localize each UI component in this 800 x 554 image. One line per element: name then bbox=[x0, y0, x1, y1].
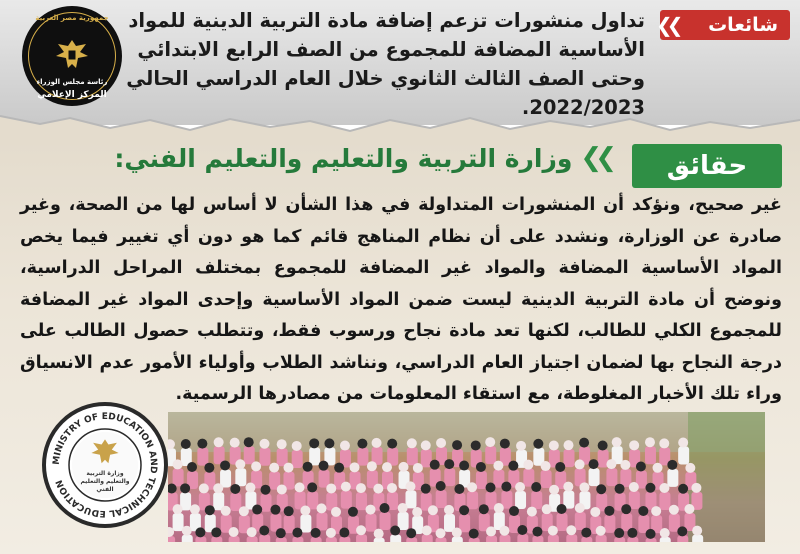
student-head bbox=[485, 437, 495, 447]
student-head bbox=[244, 437, 254, 447]
student-head bbox=[638, 506, 648, 516]
student-head bbox=[575, 503, 585, 513]
student-head bbox=[319, 461, 329, 471]
student-head bbox=[390, 526, 400, 536]
student-head bbox=[523, 460, 533, 470]
student-head bbox=[307, 482, 317, 492]
student-head bbox=[692, 526, 702, 536]
student-head bbox=[367, 461, 377, 471]
student-head bbox=[331, 507, 341, 517]
student-head bbox=[659, 438, 669, 448]
student-figure bbox=[485, 446, 496, 464]
student-figure bbox=[366, 514, 377, 532]
student-head bbox=[173, 459, 183, 469]
student-head bbox=[276, 528, 286, 538]
student-head bbox=[303, 462, 313, 472]
student-head bbox=[541, 461, 551, 471]
student-figure bbox=[645, 446, 656, 464]
student-head bbox=[413, 463, 423, 473]
student-head bbox=[667, 460, 677, 470]
ministry-seal bbox=[42, 402, 168, 528]
student-head bbox=[324, 438, 334, 448]
student-head bbox=[407, 438, 417, 448]
student-head bbox=[590, 507, 600, 517]
student-head bbox=[295, 482, 305, 492]
student-figure bbox=[390, 535, 401, 542]
media-center-seal bbox=[22, 6, 122, 106]
student-head bbox=[261, 485, 271, 495]
student-head bbox=[190, 504, 200, 514]
student-head bbox=[516, 441, 526, 451]
student-head bbox=[645, 483, 655, 493]
students-crowd-image bbox=[168, 412, 765, 542]
student-head bbox=[387, 439, 397, 449]
student-head bbox=[373, 484, 383, 494]
student-head bbox=[199, 483, 209, 493]
student-head bbox=[221, 506, 231, 516]
student-head bbox=[366, 505, 376, 515]
student-head bbox=[334, 463, 344, 473]
student-figure bbox=[531, 491, 542, 509]
student-head bbox=[564, 440, 574, 450]
student-figure bbox=[564, 449, 575, 467]
student-head bbox=[532, 527, 542, 537]
student-head bbox=[459, 505, 469, 515]
student-figure bbox=[517, 534, 528, 542]
student-figure bbox=[405, 490, 416, 508]
student-head bbox=[651, 506, 661, 516]
student-head bbox=[467, 482, 477, 492]
student-head bbox=[251, 461, 261, 471]
student-head bbox=[195, 527, 205, 537]
student-figure bbox=[357, 448, 368, 466]
student-figure bbox=[486, 535, 497, 542]
double-chevron-icon: ❮❮ bbox=[656, 13, 678, 37]
student-figure bbox=[548, 535, 559, 542]
student-head bbox=[555, 462, 565, 472]
rumor-tag bbox=[656, 10, 790, 40]
student-head bbox=[421, 440, 431, 450]
student-head bbox=[459, 461, 469, 471]
student-head bbox=[405, 481, 415, 491]
student-figure bbox=[309, 447, 320, 465]
student-head bbox=[292, 441, 302, 451]
student-figure bbox=[407, 447, 418, 465]
student-head bbox=[245, 483, 255, 493]
student-figure bbox=[692, 535, 703, 542]
student-head bbox=[557, 504, 567, 514]
student-head bbox=[563, 482, 573, 492]
student-head bbox=[542, 504, 552, 514]
seal-arabic-text: وزارة التربية والتعليم والتعليم الفني bbox=[80, 470, 130, 493]
student-head bbox=[517, 525, 527, 535]
seal-text-top: جمهورية مصر العربية bbox=[35, 14, 109, 22]
student-head bbox=[653, 463, 663, 473]
student-head bbox=[259, 525, 269, 535]
student-head bbox=[230, 484, 240, 494]
student-head bbox=[454, 484, 464, 494]
student-head bbox=[515, 482, 525, 492]
student-head bbox=[283, 463, 293, 473]
student-figure bbox=[292, 450, 303, 468]
student-figure bbox=[541, 470, 552, 488]
student-head bbox=[444, 505, 454, 515]
student-head bbox=[436, 481, 446, 491]
student-head bbox=[211, 527, 221, 537]
student-head bbox=[372, 438, 382, 448]
student-head bbox=[284, 506, 294, 516]
student-head bbox=[621, 504, 631, 514]
student-head bbox=[444, 459, 454, 469]
student-head bbox=[357, 439, 367, 449]
student-head bbox=[615, 484, 625, 494]
facts-tag bbox=[632, 144, 782, 188]
student-head bbox=[398, 503, 408, 513]
student-figure bbox=[589, 468, 600, 486]
student-figure bbox=[398, 512, 409, 530]
student-head bbox=[311, 528, 321, 538]
student-head bbox=[549, 440, 559, 450]
student-figure bbox=[307, 491, 318, 509]
student-head bbox=[499, 526, 509, 536]
student-head bbox=[627, 528, 637, 538]
student-figure bbox=[259, 448, 270, 466]
student-head bbox=[669, 505, 679, 515]
student-head bbox=[501, 482, 511, 492]
student-head bbox=[229, 527, 239, 537]
student-head bbox=[204, 463, 214, 473]
student-head bbox=[527, 507, 537, 517]
student-head bbox=[269, 463, 279, 473]
student-figure bbox=[629, 491, 640, 509]
student-head bbox=[197, 439, 207, 449]
student-head bbox=[606, 459, 616, 469]
student-figure bbox=[677, 535, 688, 542]
student-head bbox=[493, 461, 503, 471]
student-head bbox=[486, 526, 496, 536]
student-figure bbox=[182, 535, 193, 542]
student-head bbox=[182, 526, 192, 536]
ministry-heading-text: وزارة التربية والتعليم والتعليم الفني: bbox=[114, 143, 573, 173]
student-head bbox=[548, 526, 558, 536]
student-head bbox=[350, 462, 360, 472]
student-figure bbox=[467, 491, 478, 509]
student-head bbox=[180, 483, 190, 493]
student-head bbox=[356, 525, 366, 535]
student-head bbox=[173, 504, 183, 514]
students-photo bbox=[168, 412, 765, 542]
student-head bbox=[629, 482, 639, 492]
student-head bbox=[645, 437, 655, 447]
student-head bbox=[531, 482, 541, 492]
student-head bbox=[452, 527, 462, 537]
student-figure bbox=[444, 468, 455, 486]
student-head bbox=[659, 483, 669, 493]
student-figure bbox=[476, 471, 487, 489]
student-head bbox=[380, 503, 390, 513]
student-head bbox=[500, 439, 510, 449]
student-head bbox=[300, 506, 310, 516]
student-figure bbox=[575, 512, 586, 530]
student-head bbox=[399, 462, 409, 472]
student-head bbox=[596, 526, 606, 536]
student-head bbox=[277, 484, 287, 494]
student-head bbox=[436, 528, 446, 538]
student-head bbox=[213, 483, 223, 493]
student-head bbox=[452, 440, 462, 450]
student-head bbox=[579, 438, 589, 448]
student-figure bbox=[422, 534, 433, 542]
student-head bbox=[494, 503, 504, 513]
seal-ring-text: MINISTRY OF EDUCATION AND TECHNICAL EDUCATION bbox=[51, 411, 159, 519]
student-figure bbox=[341, 491, 352, 509]
student-figure bbox=[235, 468, 246, 486]
student-figure bbox=[356, 492, 367, 510]
rumor-label: شائعات bbox=[708, 14, 778, 36]
student-head bbox=[685, 463, 695, 473]
student-head bbox=[677, 526, 687, 536]
student-head bbox=[646, 529, 656, 539]
student-head bbox=[598, 440, 608, 450]
student-head bbox=[247, 527, 257, 537]
student-figure bbox=[300, 515, 311, 533]
student-figure bbox=[678, 447, 689, 465]
student-head bbox=[339, 528, 349, 538]
student-figure bbox=[499, 535, 510, 542]
student-head bbox=[406, 528, 416, 538]
student-head bbox=[259, 439, 269, 449]
student-figure bbox=[604, 515, 615, 533]
student-head bbox=[309, 438, 319, 448]
student-figure bbox=[557, 513, 568, 531]
rumor-headline: تداول منشورات تزعم إضافة مادة التربية الدينية للمواد الأساسية المضافة للمجموع من الصف الرابع الابتدائي وحتى الصف الثالث الثانوي خلال العام الدراسي الحالي 2022/2023. bbox=[126, 9, 645, 119]
student-figure bbox=[356, 534, 367, 542]
student-figure bbox=[436, 490, 447, 508]
student-head bbox=[326, 483, 336, 493]
double-chevron-icon: ❯❯ bbox=[580, 143, 610, 173]
student-head bbox=[589, 459, 599, 469]
student-head bbox=[181, 439, 191, 449]
student-head bbox=[356, 483, 366, 493]
student-head bbox=[382, 462, 392, 472]
student-head bbox=[469, 529, 479, 539]
seal-text-mid: رئاسة مجلس الوزراء bbox=[36, 78, 108, 86]
student-figure bbox=[596, 535, 607, 542]
student-head bbox=[684, 504, 694, 514]
student-figure bbox=[173, 513, 184, 531]
student-head bbox=[317, 503, 327, 513]
student-head bbox=[479, 504, 489, 514]
ministry-heading bbox=[114, 143, 610, 173]
student-head bbox=[678, 438, 688, 448]
student-head bbox=[428, 505, 438, 515]
student-figure bbox=[197, 448, 208, 466]
student-figure bbox=[566, 534, 577, 542]
student-head bbox=[604, 506, 614, 516]
student-head bbox=[566, 525, 576, 535]
student-head bbox=[691, 483, 701, 493]
student-head bbox=[374, 529, 384, 539]
student-head bbox=[678, 484, 688, 494]
eagle-emblem-icon bbox=[88, 436, 122, 470]
student-head bbox=[412, 507, 422, 517]
student-head bbox=[270, 505, 280, 515]
student-head bbox=[341, 482, 351, 492]
student-head bbox=[235, 459, 245, 469]
student-head bbox=[508, 461, 518, 471]
student-figure bbox=[659, 492, 670, 510]
student-head bbox=[509, 506, 519, 516]
student-head bbox=[348, 507, 358, 517]
student-head bbox=[421, 484, 431, 494]
student-head bbox=[476, 462, 486, 472]
student-head bbox=[205, 505, 215, 515]
student-head bbox=[549, 485, 559, 495]
student-head bbox=[387, 483, 397, 493]
student-head bbox=[340, 441, 350, 451]
student-head bbox=[187, 462, 197, 472]
student-figure bbox=[667, 469, 678, 487]
student-figure bbox=[244, 446, 255, 464]
student-head bbox=[486, 482, 496, 492]
student-head bbox=[660, 528, 670, 538]
student-head bbox=[230, 438, 240, 448]
student-figure bbox=[259, 534, 270, 542]
student-head bbox=[239, 506, 249, 516]
facts-body: غير صحيح، ونؤكد أن المنشورات المتداولة في هذا الشأن لا أساس لها من الصحة، وغير صادرة عن الوزارة، ونشدد على أن نظام المناهج قائم كما هو دون أي تغيير فيما يخص المواد الأساسية المضافة والمواد غير المضافة للمجموع بمختلف المراحل الدراسية، ونوضح أن مادة التربية الدينية ليست ضمن المواد الأساسية وإحدى المواد غير المضافة للمجموع الكلي للطالب، لكنها تعد مادة نجاح ورسوب فقط، وتتطلب حصول الطالب على درجة النجاح بها لضمان اجتياز العام الدراسي، ونناشد الطلاب وأولياء الأمور عدم الانسياق وراء تلك الأخبار المغلوطة، مع استقاء المعلومات من مصادرها الرسمية. bbox=[20, 195, 782, 404]
student-head bbox=[533, 439, 543, 449]
student-head bbox=[292, 528, 302, 538]
student-head bbox=[575, 459, 585, 469]
student-head bbox=[326, 528, 336, 538]
student-head bbox=[214, 437, 224, 447]
student-head bbox=[614, 528, 624, 538]
student-figure bbox=[380, 512, 391, 530]
student-head bbox=[220, 460, 230, 470]
student-head bbox=[277, 439, 287, 449]
student-figure bbox=[606, 468, 617, 486]
student-head bbox=[252, 505, 262, 515]
student-head bbox=[620, 460, 630, 470]
student-head bbox=[430, 460, 440, 470]
student-head bbox=[612, 437, 622, 447]
student-head bbox=[436, 438, 446, 448]
student-head bbox=[629, 440, 639, 450]
student-head bbox=[422, 525, 432, 535]
student-figure bbox=[173, 468, 184, 486]
student-figure bbox=[515, 491, 526, 509]
student-figure bbox=[230, 493, 241, 511]
student-head bbox=[581, 528, 591, 538]
student-head bbox=[636, 462, 646, 472]
student-figure bbox=[317, 512, 328, 530]
student-head bbox=[471, 440, 481, 450]
seal-text-bottom: المركز الإعلامي bbox=[37, 90, 107, 100]
facts-label: حقائق bbox=[666, 151, 748, 181]
student-head bbox=[579, 482, 589, 492]
student-head bbox=[596, 484, 606, 494]
